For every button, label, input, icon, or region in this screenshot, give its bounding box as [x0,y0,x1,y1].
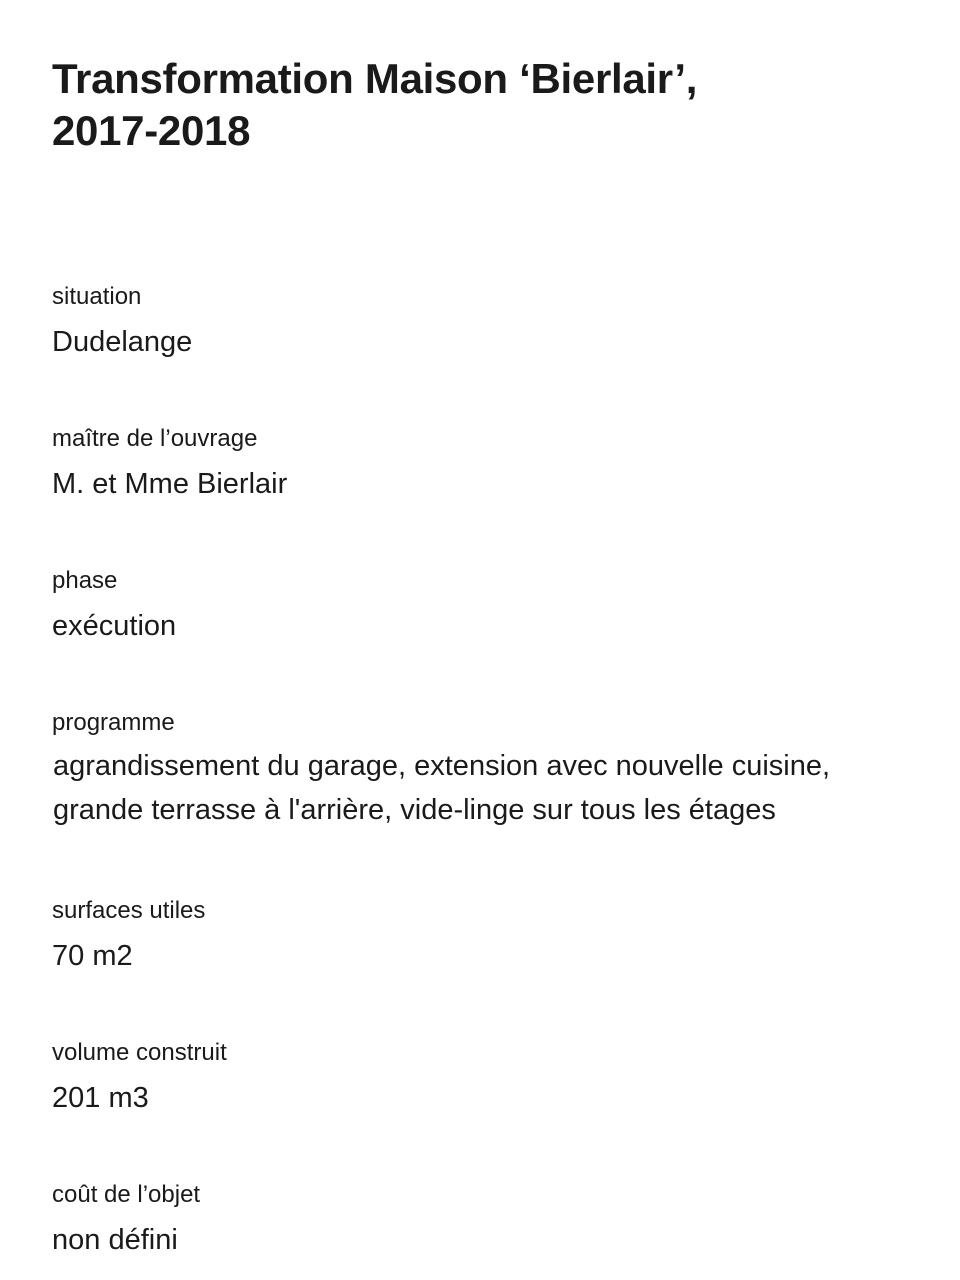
programme-line-1: agrandissement du garage, extension avec nouvelle cuisine, [53,750,831,782]
title-line-1: Transformation Maison ‘Bierlair’, [52,55,698,102]
field-situation [52,282,912,360]
situation-label: situation [52,283,142,310]
cout-value: non défini [52,1224,178,1256]
cout-label: coût de l’objet [52,1181,201,1208]
phase-value: exécution [52,610,177,642]
title-line-2: 2017-2018 [52,107,251,154]
programme-label: programme [52,709,175,736]
programme-value [52,744,912,832]
situation-value: Dudelange [52,326,193,358]
surfaces-label: surfaces utiles [52,897,206,924]
field-programme [52,708,912,832]
volume-label: volume construit [52,1039,227,1066]
programme-line-2: grande terrasse à l'arrière, vide-linge sur tous les étages [53,794,776,826]
phase-label: phase [52,567,118,594]
field-cout-objet [52,1180,912,1258]
field-phase [52,566,912,644]
surfaces-value: 70 m2 [52,940,133,972]
maitre-label: maître de l’ouvrage [52,425,258,452]
field-surfaces-utiles [52,896,912,974]
page-title [52,53,912,157]
field-maitre-de-ouvrage [52,424,912,502]
volume-value: 201 m3 [52,1082,149,1114]
field-volume-construit [52,1038,912,1116]
maitre-value: M. et Mme Bierlair [52,468,288,500]
